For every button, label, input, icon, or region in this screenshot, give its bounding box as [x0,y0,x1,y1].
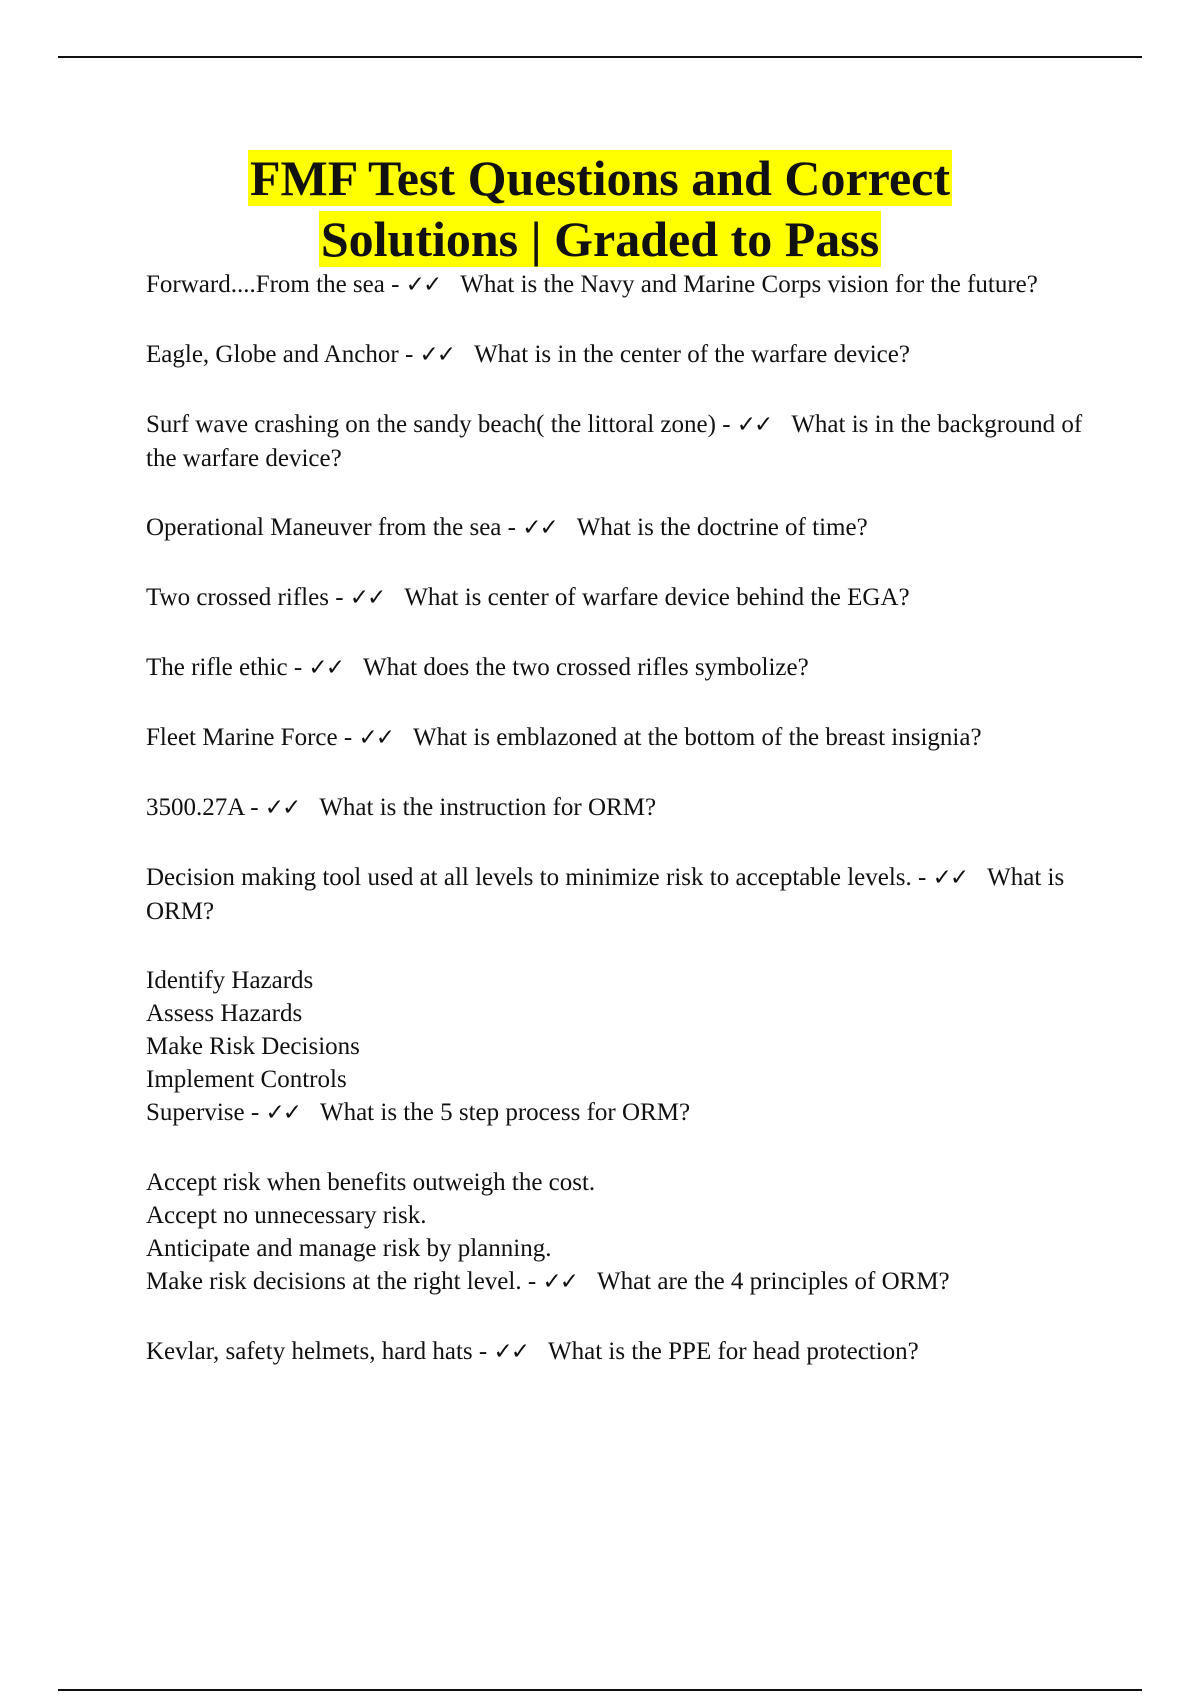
double-check-icon: ✓✓ [932,865,968,891]
answer-line: Make Risk Decisions [146,1033,360,1060]
page-title [0,148,1200,270]
qa-item [146,861,1086,928]
answer-line: Anticipate and manage risk by planning. [146,1235,552,1262]
question-text: What does the two crossed rifles symbolize? [362,654,809,681]
double-check-icon: ✓✓ [349,585,385,611]
answer-line: Accept risk when benefits outweigh the cost. [146,1169,596,1196]
question-text: What is in the center of the warfare device? [474,341,910,368]
qa-item [146,338,1086,372]
answer-line: Identify Hazards [146,967,314,994]
qa-item [146,511,1086,545]
double-check-icon: ✓✓ [542,1269,577,1295]
answer-text: Surf wave crashing on the sandy beach( the littoral zone) [146,411,716,438]
answer-separator: - [384,271,406,298]
answer-separator: - [472,1338,494,1365]
double-check-icon: ✓✓ [358,725,393,751]
qa-item [146,408,1086,475]
answer-text: Operational Maneuver from the sea [146,514,502,541]
qa-item [146,1335,1086,1369]
question-text: What is the Navy and Marine Corps vision for the future? [460,271,1038,298]
question-text: What is the instruction for ORM? [319,794,657,821]
double-check-icon: ✓✓ [405,272,441,298]
double-check-icon: ✓✓ [265,1100,300,1126]
answer-text: 3500.27A [146,794,244,821]
answer-separator: - [501,514,523,541]
answer-text: Forward....From the sea [146,271,385,298]
answer-text: Make risk decisions at the right level. [146,1268,522,1295]
answer-text: Supervise [146,1099,245,1126]
double-check-icon: ✓✓ [419,342,455,368]
answer-line: Accept no unnecessary risk. [146,1202,427,1229]
double-check-icon: ✓✓ [264,795,300,821]
answer-separator: - [521,1268,543,1295]
answer-text: Decision making tool used at all levels to minimize risk to acceptable levels. [146,864,912,891]
answer-line: Assess Hazards [146,1000,303,1027]
double-check-icon: ✓✓ [736,412,772,438]
top-rule [58,56,1142,58]
answer-text: Kevlar, safety helmets, hard hats [146,1338,473,1365]
title-highlight-2: Solutions | Graded to Pass [320,211,880,267]
question-text: What is the PPE for head protection? [548,1338,919,1365]
answer-text: Two crossed rifles [146,584,329,611]
question-text: What is center of warfare device behind the EGA? [404,584,910,611]
question-text: What is ORM? [146,864,1065,925]
answer-separator: - [244,1099,266,1126]
answer-separator: - [243,794,265,821]
question-text: What is emblazoned at the bottom of the breast insignia? [412,724,982,751]
qa-item [146,581,1086,615]
answer-separator: - [715,411,737,438]
question-text: What is the 5 step process for ORM? [319,1099,691,1126]
answer-separator: - [337,724,359,751]
bottom-rule [58,1689,1142,1691]
double-check-icon: ✓✓ [522,515,557,541]
answer-separator: - [287,654,309,681]
qa-list [146,268,1086,1405]
question-text: What are the 4 principles of ORM? [596,1268,950,1295]
qa-item [146,791,1086,825]
answer-separator: - [911,864,933,891]
qa-item [146,964,1086,1130]
title-line-2 [0,209,1200,270]
qa-item [146,651,1086,685]
answer-separator: - [398,341,420,368]
question-text: What is the doctrine of time? [576,514,868,541]
qa-item [146,268,1086,302]
answer-text: Fleet Marine Force [146,724,338,751]
question-text: What is in the background of the warfare device? [146,411,1083,472]
title-line-1 [0,148,1200,209]
double-check-icon: ✓✓ [493,1339,529,1365]
answer-line: Implement Controls [146,1066,347,1093]
qa-item [146,721,1086,755]
qa-item [146,1166,1086,1299]
answer-text: The rifle ethic [146,654,288,681]
answer-separator: - [328,584,350,611]
answer-text: Eagle, Globe and Anchor [146,341,399,368]
title-highlight-1: FMF Test Questions and Correct [250,150,950,206]
double-check-icon: ✓✓ [308,655,343,681]
